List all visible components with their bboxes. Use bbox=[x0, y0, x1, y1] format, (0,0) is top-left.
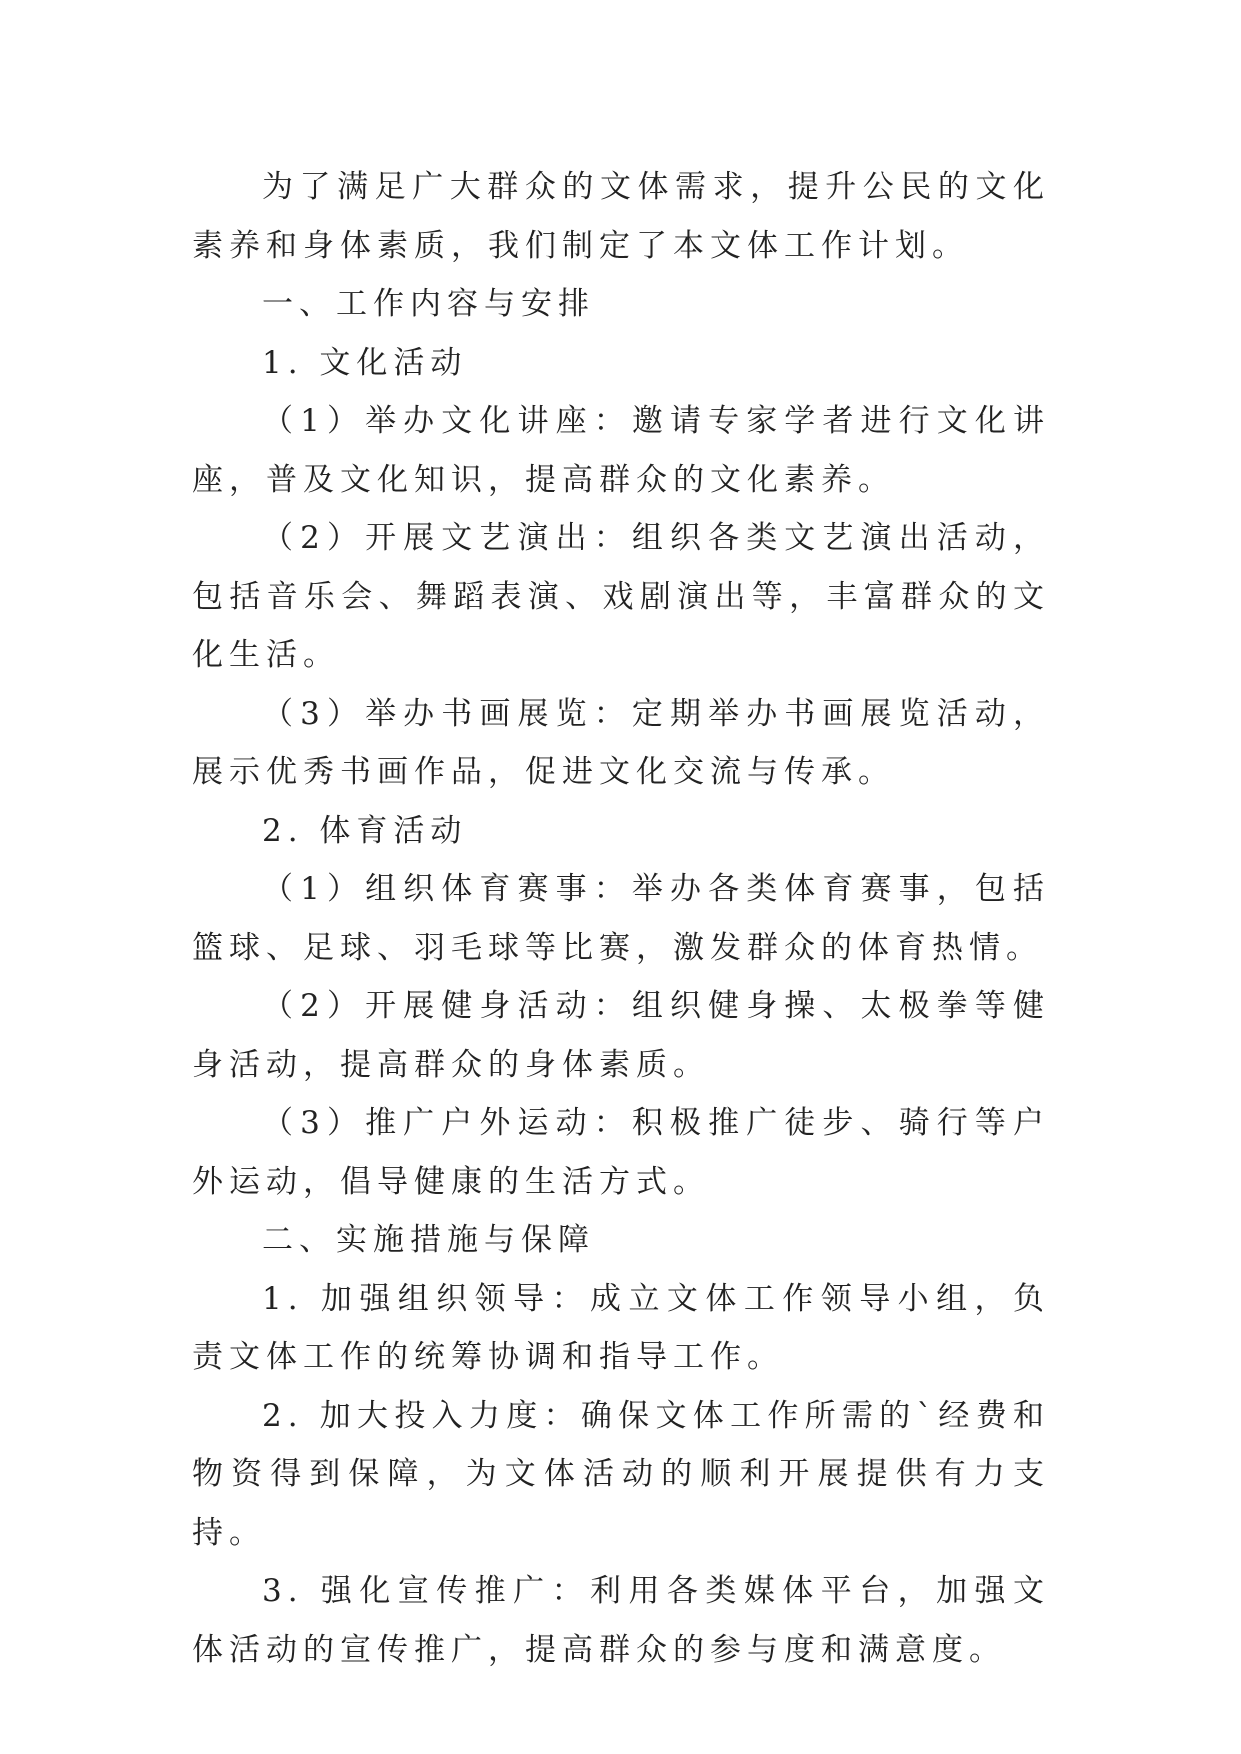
intro-paragraph: 为了满足广大群众的文体需求，提升公民的文化素养和身体素质，我们制定了本文体工作计划。 bbox=[192, 169, 1050, 264]
measure-item-3: 3. 强化宣传推广：利用各类媒体平台，加强文体活动的宣传推广，提高群众的参与度和满意度。 bbox=[192, 1573, 1050, 1668]
sports-item-2: （2）开展健身活动：组织健身操、太极拳等健身活动，提高群众的身体素质。 bbox=[192, 988, 1050, 1083]
section-heading-2: 二、实施措施与保障 bbox=[262, 1222, 595, 1258]
measure-item-2: 2. 加大投入力度：确保文体工作所需的`经费和物资得到保障，为文体活动的顺利开展提供有力支持。 bbox=[192, 1397, 1050, 1551]
subsection-heading-sports: 2. 体育活动 bbox=[262, 812, 468, 849]
document-body bbox=[192, 158, 1050, 1679]
section-heading-1: 一、工作内容与安排 bbox=[262, 286, 595, 322]
subsection-heading-culture: 1. 文化活动 bbox=[262, 344, 468, 381]
sports-item-1: （1）组织体育赛事：举办各类体育赛事，包括篮球、足球、羽毛球等比赛，激发群众的体育热情。 bbox=[192, 871, 1050, 966]
culture-item-2: （2）开展文艺演出：组织各类文艺演出活动，包括音乐会、舞蹈表演、戏剧演出等，丰富群众的文化生活。 bbox=[192, 520, 1050, 673]
culture-item-3: （3）举办书画展览：定期举办书画展览活动，展示优秀书画作品，促进文化交流与传承。 bbox=[192, 695, 1050, 790]
measure-item-1: 1. 加强组织领导：成立文体工作领导小组，负责文体工作的统筹协调和指导工作。 bbox=[192, 1280, 1050, 1375]
culture-item-1: （1）举办文化讲座：邀请专家学者进行文化讲座，普及文化知识，提高群众的文化素养。 bbox=[192, 403, 1050, 498]
sports-item-3: （3）推广户外运动：积极推广徒步、骑行等户外运动，倡导健康的生活方式。 bbox=[192, 1105, 1050, 1200]
